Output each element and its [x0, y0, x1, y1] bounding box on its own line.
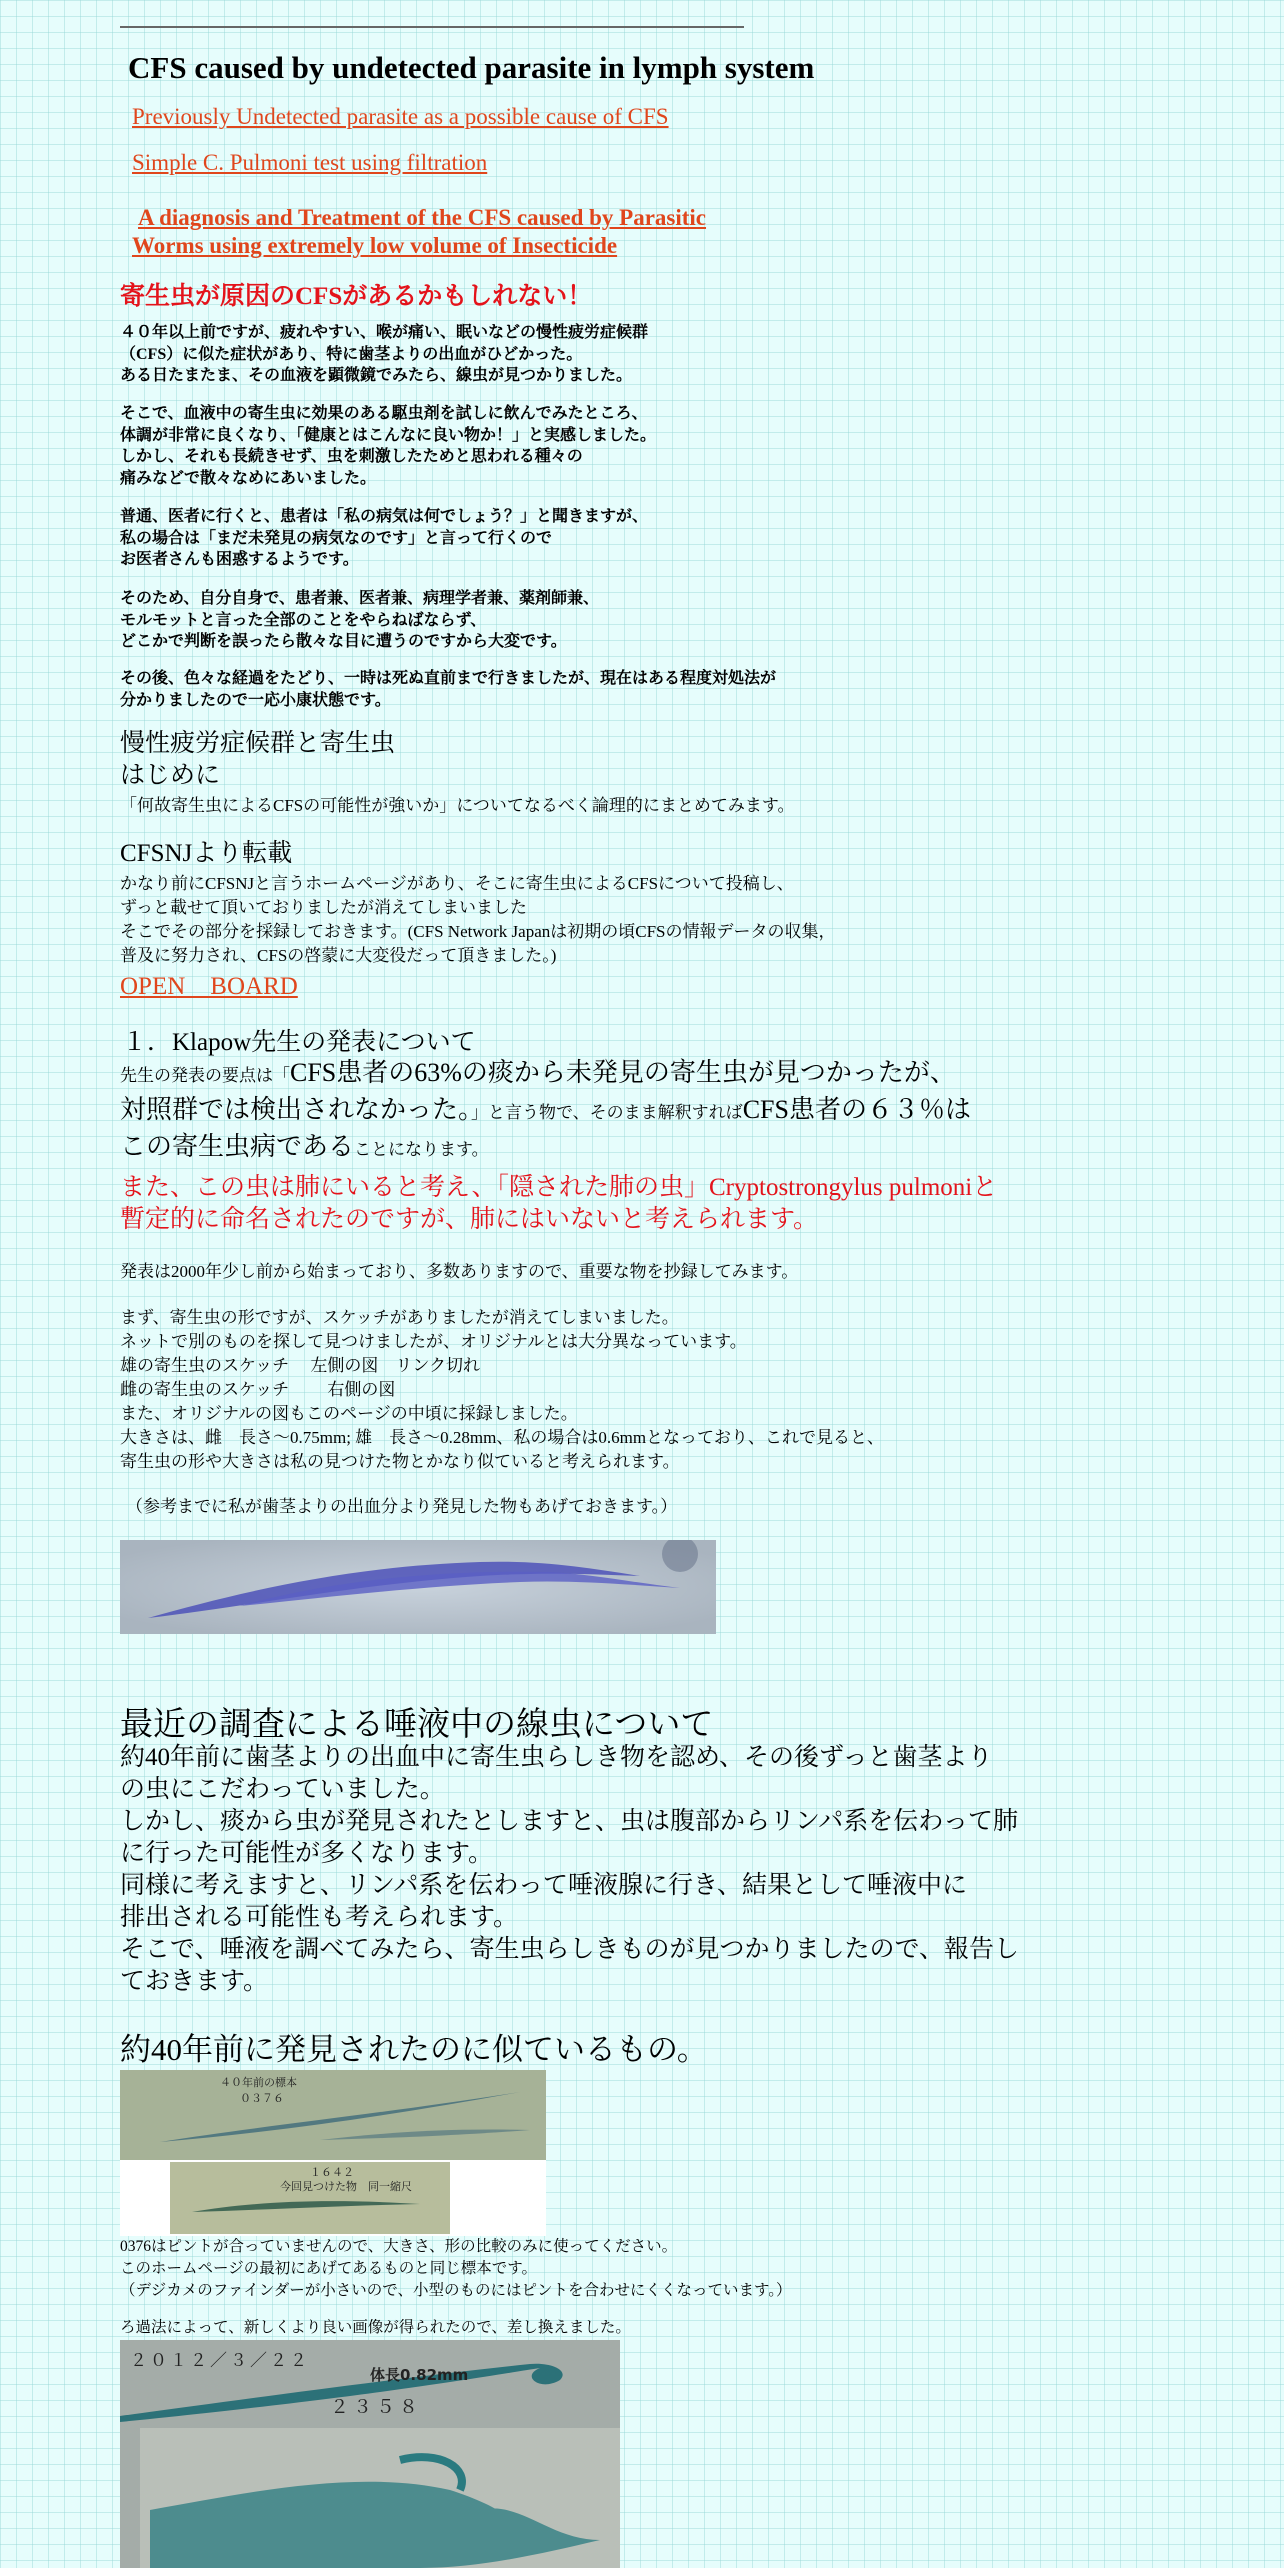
similar-heading: 約40年前に発見されたのに似ているもの。 [120, 2032, 708, 2067]
reference-note: （参考までに私が歯茎よりの出血分より発見した物もあげておきます。） [126, 1497, 678, 1516]
link-diagnosis-line2: Worms using extremely low volume of Insecticide [132, 233, 618, 258]
cfsnj-text: かなり前にCFSNJと言うホームページがあり、そこに寄生虫によるCFSについて投稿し、 ずっと載せて頂いておりましたが消えてしまいました そこでその部分を採録しておきます。(CFS Network Japanは初期の頃CFSの情報データの収集， 普及に努力され、CFSの啓蒙に大変役だって頂きました。) [120, 874, 836, 965]
saliva-paragraph: 約40年前に歯茎よりの出血中に寄生虫らしき物を認め、その後ずっと歯茎より の虫にこだわっていました。 しかし、痰から虫が発見されたとしますと、虫は腹部からリンパ系を伝わって肺 に行った可能性が多くなります。 同様に考えますと、リンパ系を伝わって唾液腺に行き、結果として唾液中に 排出される可能性も考えられます。 そこで、唾液を調べてみたら、寄生虫らしきものが見つかりましたので、報告し ておきます。 [120, 1744, 1020, 1995]
intro-summary: 「何故寄生虫によるCFSの可能性が強いか」についてなるべく論理的にまとめてみます。 [120, 796, 795, 815]
klapow-paragraph: 先生の発表の要点は「CFS患者の63%の痰から未発見の寄生虫が見つかったが、 対照群では検出されなかった。」と言う物で、そのまま解釈すればCFS患者の６３％は この寄生虫病であることになります。 [120, 1058, 971, 1161]
sketch-paragraph: まず、寄生虫の形ですが、スケッチがありましたが消えてしまいました。 ネットで別のものを探して見つけましたが、オリジナルとは大分異なっています。 雄の寄生虫のスケッチ 左側の図 リンク切れ 雌の寄生虫のスケッチ 右側の図 また、オリジナルの図もこのページの中頃に採録しました。 大きさは、雌 長さ～0.75mm; 雄 長さ～0.28mm、私の場合は0.6mmとなっており、これで見ると、 寄生虫の形や大きさは私の見つけた物とかなり似ていると考えられます。 [120, 1308, 885, 1471]
intro-paragraph-1: ４０年以上前ですが、疲れやすい、喉が痛い、眠いなどの慢性疲労症候群 （CFS）に似た症状があり、特に歯茎よりの出血がひどかった。 ある日たまたま、その血液を顕微鏡でみたら、線虫が見つかりました。 [120, 324, 649, 384]
red-paragraph: また、この虫は肺にいると考え、「隠された肺の虫」Cryptostrongylus pulmoniと 暫定的に命名されたのですが、肺にはいないと考えられます。 [120, 1174, 998, 1233]
link-filtration-test[interactable]: Simple C. Pulmoni test using filtration [132, 150, 488, 175]
top-divider [120, 26, 744, 28]
cfsnj-heading: CFSNJより転載 [120, 840, 293, 867]
open-board-link[interactable]: OPEN BOARD [120, 973, 298, 1000]
link-undetected-parasite[interactable]: Previously Undetected parasite as a possible cause of CFS [132, 104, 669, 129]
cfs-heading: 慢性疲労症候群と寄生虫 [120, 730, 396, 757]
specimen-2358-image: ２０１２／３／２２ 体長0.82mm ２３５８ [120, 2340, 620, 2568]
page-title: CFS caused by undetected parasite in lymph system [128, 50, 815, 85]
specimen-notes: 0376はピントが合っていませんので、大きさ、形の比較のみに使ってください。 このホームページの最初にあげてあるものと同じ標本です。 （デジカメのファインダーが小さいので、小型のものにはピントを合わせにくくなっています。） [120, 2238, 792, 2299]
filtration-note: ろ過法によって、新しくより良い画像が得られたので、差し換えました。 [120, 2319, 631, 2336]
specimen-1642-image-frame [120, 2160, 546, 2236]
intro-heading: はじめに [120, 762, 221, 789]
link-diagnosis-line1: A diagnosis and Treatment of the CFS caused by Parasitic [138, 205, 707, 230]
gum-worm-micrograph [120, 1540, 716, 1634]
specimen-0376-image: ４０年前の標本 ０３７６ [120, 2070, 546, 2160]
intro-paragraph-2: そこで、血液中の寄生虫に効果のある駆虫剤を試しに飲んでみたところ、 体調が非常に良くなり、「健康とはこんなに良い物か！」と実感しました。 しかし、それも長続きせず、虫を刺激したためと思われる種々の 痛みなどで散々なめにあいました。 [120, 405, 657, 487]
red-heading: 寄生虫が原因のCFSがあるかもしれない！ [120, 283, 593, 310]
link-diagnosis-treatment[interactable] [132, 204, 838, 260]
specimen-1642-image: １６４２ 今回見つけた物 同一縮尺 [170, 2162, 450, 2234]
intro-paragraph-4: そのため、自分自身で、患者兼、医者兼、病理学者兼、薬剤師兼、 モルモットと言った全部のことをやらねばならず、 どこかで判断を誤ったら散々な目に遭うのですから大変です。 [120, 590, 600, 650]
saliva-heading: 最近の調査による唾液中の線虫について [120, 1707, 714, 1743]
intro-paragraph-5: その後、色々な経過をたどり、一時は死ぬ直前まで行きましたが、現在はある程度対処法が 分かりましたので一応小康状態です。 [120, 670, 777, 709]
intro-paragraph-3: 普通、医者に行くと、患者は「私の病気は何でしょう？」と聞きますが、 私の場合は「まだ未発見の病気なのです」と言って行くので お医者さんも困惑するようです。 [120, 508, 649, 568]
klapow-heading: １．Klapow先生の発表について [122, 1029, 476, 1056]
presentation-note: 発表は2000年少し前から始まっており、多数ありますので、重要な物を抄録してみます。 [120, 1262, 799, 1281]
